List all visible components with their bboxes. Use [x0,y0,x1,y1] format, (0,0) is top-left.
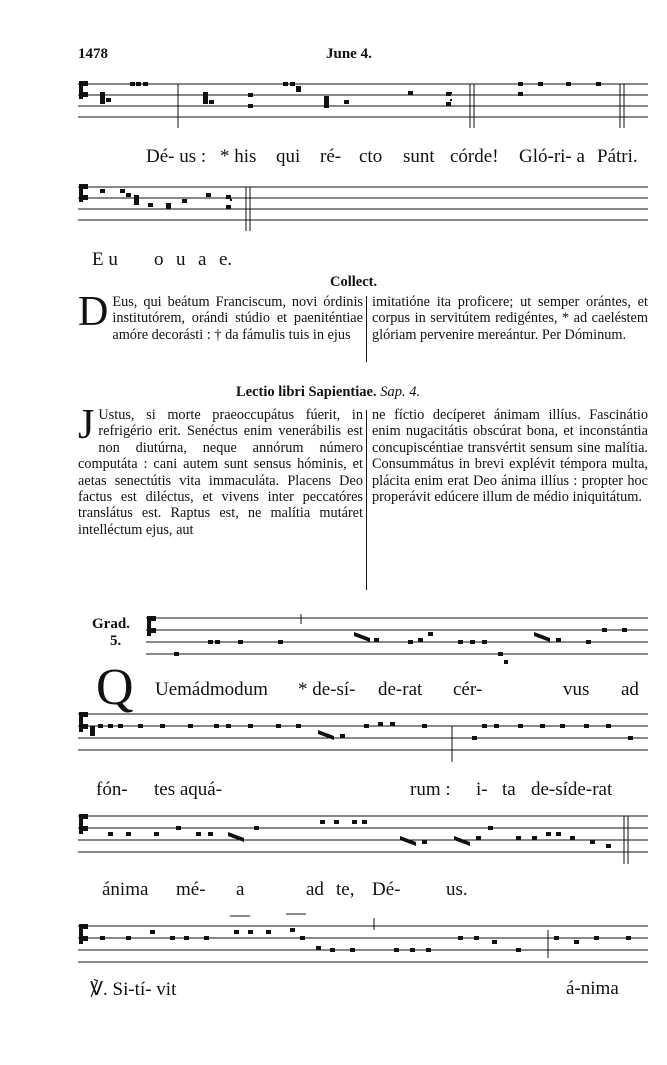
gradual-initial: Q [96,659,134,716]
gradual-lyric-3-2: mé- [176,879,206,900]
gradual-label: Grad. [92,616,130,632]
lesson-dropcap: J [78,402,95,448]
gradual-lyric-4-2: á-nima [566,978,619,999]
lyric-1-8: Gló-ri- a [519,146,585,167]
collect-right-column [372,294,648,343]
lyric-1-6: sunt [403,146,435,167]
page-number: 1478 [78,46,108,62]
lyric-1-9: Pátri. [597,146,638,167]
lyric-2-3: u [176,249,186,270]
collect-left-column [78,289,363,343]
lyric-2-1: E u [92,249,118,270]
gradual-lyric-2-4: i- [476,779,488,800]
chant-staff-2 [78,181,648,233]
lyric-2-4: a [198,249,207,270]
lesson-title: Lectio libri Sapientiae. [236,384,377,400]
lesson-right-column [372,407,648,505]
collect-right-text: imitatióne ita proficere; ut semper orántes, et corpus in servitútem redigéntes, * ad caeléstem glóriam pervenire mereántur. Per Dóminum. [372,294,648,343]
collect-heading: Collect. [330,274,378,290]
gradual-lyric-2-6: de-síde-rat [531,779,613,800]
gradual-versicle: ℣. Si-tí- vit [90,979,177,1000]
lyric-1-1: Dé- us : [146,146,207,167]
gradual-lyric-3-3: a [236,879,245,900]
lyric-1-4: ré- [320,146,342,167]
gradual-mode: 5. [110,633,122,649]
lyric-1-5: cto [359,146,383,167]
lesson-left-text: Ustus, si morte praeoccupátus fúerit, in refrigério erit. Senéctus enim venerábilis est non diutúrna, neque annórum número computáta : cani autem sunt sensus hóminis, et aetas senectútis vita immaculáta. Placens Deo factus est diléctus, et vivens inter peccatóres translátus est. Raptus est, ne malítia mutáret intelléctum ejus, aut [78,407,363,538]
collect-dropcap: D [78,289,109,335]
lyric-2-5: e. [219,249,233,270]
gradual-lyric-1-1: Uemádmodum [155,679,268,700]
gradual-lyric-1-5: vus [563,679,590,700]
gradual-staff-4 [78,908,648,968]
chant-staff-1 [78,78,648,130]
column-divider-collect [366,296,367,362]
gradual-lyric-3-5: te, [336,879,355,900]
gradual-lyric-3-6: Dé- [372,879,401,900]
gradual-lyric-2-3: rum : [410,779,451,800]
lesson-right-text: ne fíctio decíperet ánimam illíus. Fascinátio enim nugacitátis obscúrat bona, et inconstántia concupiscéntiae transvértit sensum sine malítia. Consummátus in brevi explévit témpora multa, plácita enim erat Deo ánima illíus : propter hoc properávit edúcere illum de médio iniquitátum. [372,407,648,506]
gradual-staff-1 [78,612,648,672]
page-date: June 4. [326,46,372,62]
gradual-staff-3 [78,810,648,868]
lyric-2-2: o [154,249,164,270]
gradual-lyric-3-4: ad [306,879,324,900]
gradual-lyric-1-6: ad [621,679,639,700]
lesson-reference: Sap. 4. [380,384,421,400]
gradual-lyric-1-4: cér- [453,679,483,700]
lesson-left-column [78,402,363,538]
gradual-lyric-3-7: us. [446,879,468,900]
lesson-heading [236,384,420,401]
gradual-lyric-3-1: ánima [102,879,149,900]
gradual-lyric-1-3: de-rat [378,679,423,700]
gradual-lyric-2-2: tes aquá- [154,779,223,800]
column-divider-lesson [366,410,367,590]
gradual-lyric-2-1: fón- [96,779,128,800]
gradual-lyric-1-2: * de-sí- [298,679,356,700]
lyric-1-3: qui [276,146,301,167]
lyric-1-2: * his [220,146,257,167]
gradual-staff-2 [78,708,648,766]
gradual-lyric-2-5: ta [502,779,516,800]
collect-left-text: Eus, qui beátum Franciscum, novi órdinis institutórem, orándi stúdio et paeniténtiae amóre decorásti : † da fámulis tuis in ejus [112,294,363,343]
lyric-1-7: córde! [450,146,499,167]
